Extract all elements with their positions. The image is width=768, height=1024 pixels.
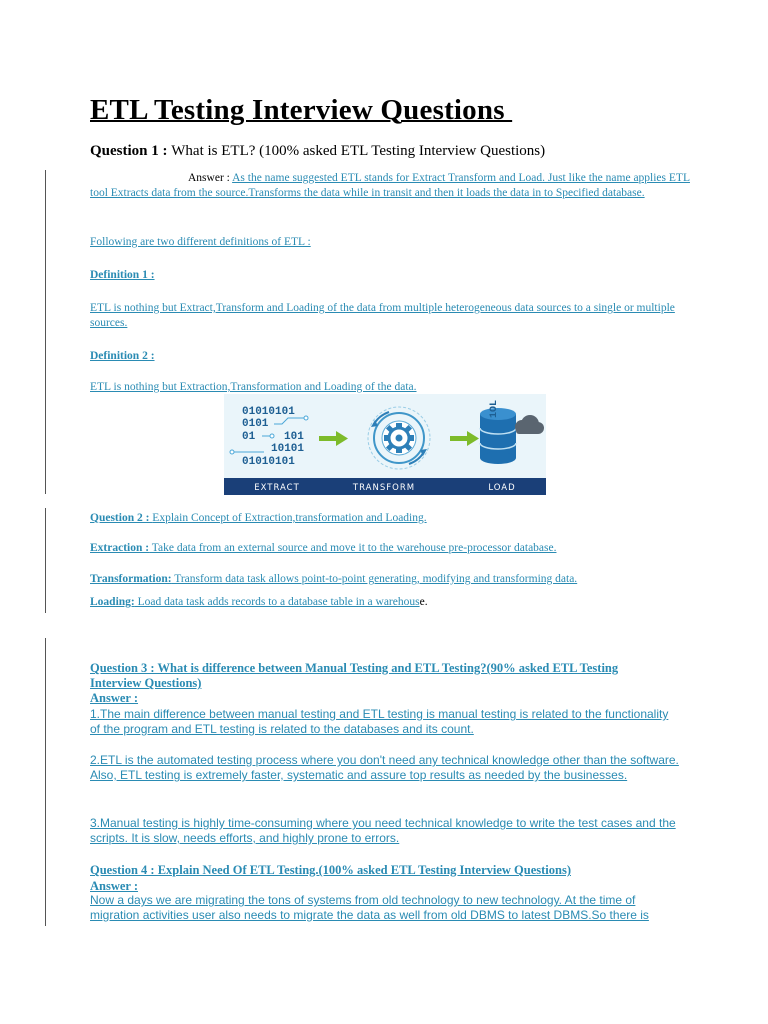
loading-line [90,595,690,610]
binary-line-2: 0101 [242,418,269,430]
binary-line-1: 01010101 [242,406,295,418]
margin-bar [45,508,46,613]
side-binary: 1OL [489,399,500,418]
definition-2-label[interactable]: Definition 2 : [90,350,155,362]
extraction-text[interactable]: Take data from an external source and move it to the warehouse pre-processor database. [149,542,557,554]
extraction-line [90,541,690,556]
question-2 [90,511,690,526]
answer-3-point-2[interactable]: 2.ETL is the automated testing process where you don't need any technical knowledge other than the software. Also, ETL testing is extremely faster, systematic and assure top results as needed by the businesses. [90,753,679,782]
answer-3-label[interactable]: Answer : [90,691,139,705]
transform-label: TRANSFORM [352,483,416,493]
definitions-intro[interactable]: Following are two different definitions of ETL : [90,236,311,248]
definition-1-label[interactable]: Definition 1 : [90,269,155,281]
transformation-label[interactable]: Transformation: [90,573,172,585]
definition-1-text[interactable]: ETL is nothing but Extract,Transform and Loading of the data from multiple heterogeneous data sources to a single or multiple sources. [90,302,675,329]
loading-text[interactable]: Load data task adds records to a database table in a warehous [134,596,420,608]
question-2-label[interactable]: Question 2 : [90,512,153,524]
answer-4-label[interactable]: Answer : [90,879,139,893]
question-1-text: What is ETL? (100% asked ETL Testing Interview Questions) [171,143,546,159]
load-label: LOAD [488,483,516,493]
margin-bar [45,638,46,926]
binary-line-5: 10101 [271,443,305,455]
transformation-line [90,572,690,587]
loading-label[interactable]: Loading: [90,596,135,608]
loading-tail: e. [419,596,428,608]
binary-line-6: 01010101 [242,456,295,468]
answer-3-point-1[interactable]: 1.The main difference between manual testing and ETL testing is manual testing is related to the functionality of the program and ETL testing is related to the databases and its count. [90,707,669,736]
question-4-heading[interactable]: Question 4 : Explain Need Of ETL Testing.(100% asked ETL Testing Interview Questions) [90,863,571,877]
answer-1-label: Answer : [188,172,233,184]
transformation-text[interactable]: Transform data task allows point-to-point generating, modifying and transforming data. [171,573,578,585]
question-3-heading[interactable]: Question 3 : What is difference between Manual Testing and ETL Testing?(90% asked ETL Testing Interview Questions) [90,661,619,690]
answer-4-text[interactable]: Now a days we are migrating the tons of systems from old technology to new technology. At the time of migration activities user also needs to migrate the data as well from old DBMS to latest DBMS.So there is [90,893,649,922]
answer-1-text[interactable]: As the name suggested ETL stands for Extract Transform and Load. Just like the name applies ETL tool Extracts data from the source.Transforms the data while in transit and then it loads the data in to Specified database. [90,172,690,199]
extract-label: EXTRACT [254,483,300,493]
binary-line-4: 101 [284,431,304,443]
question-1-label: Question 1 : [90,143,172,159]
answer-3-point-3[interactable]: 3.Manual testing is highly time-consuming where you need technical knowledge to write the test cases and the scripts. It is slow, needs efforts, and highly prone to errors. [90,816,676,845]
extraction-label[interactable]: Extraction : [90,542,150,554]
binary-line-3: 01 [242,431,256,443]
definition-2-text[interactable]: ETL is nothing but Extraction,Transformation and Loading of the data. [90,381,417,393]
margin-bar [45,170,46,494]
question-2-text[interactable]: Explain Concept of Extraction,transformation and Loading. [152,512,427,524]
page-title: ETL Testing Interview Questions [90,94,513,126]
question-1 [90,143,545,160]
etl-diagram [224,394,546,495]
answer-1 [90,171,690,201]
